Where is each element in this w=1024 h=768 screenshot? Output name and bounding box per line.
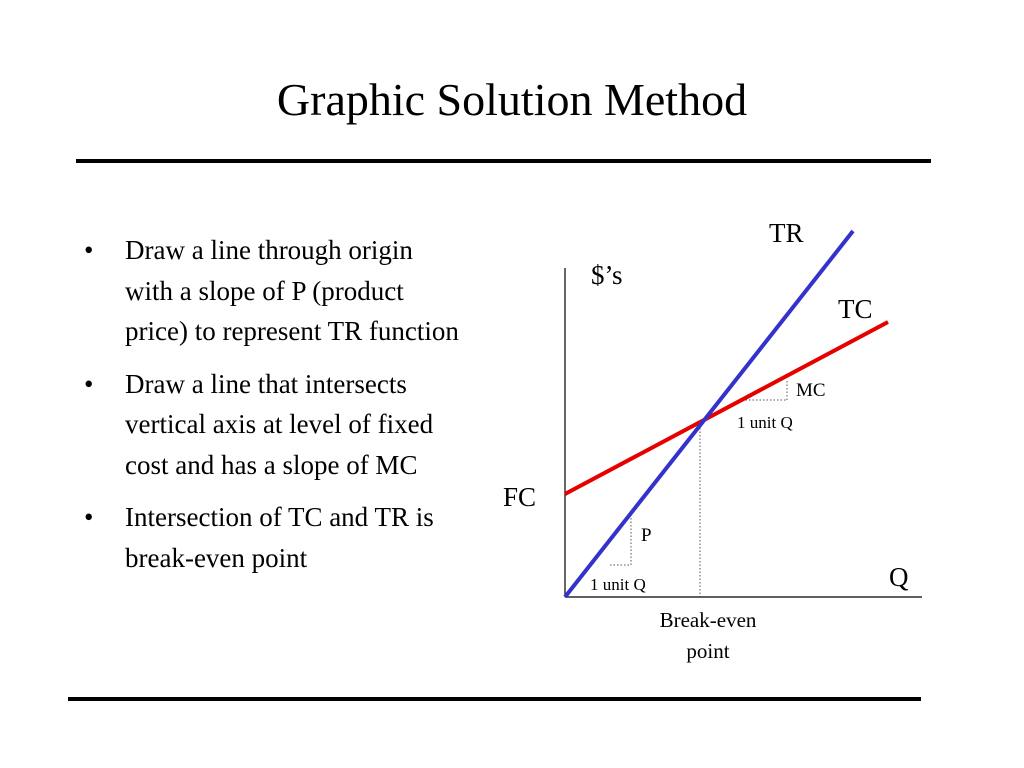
p-label: P xyxy=(641,525,652,546)
slide-title: Graphic Solution Method xyxy=(276,74,748,125)
y-axis-label: $’s xyxy=(591,260,623,290)
break-even-label-line2: point xyxy=(686,639,730,663)
unit-q-tc-label: 1 unit Q xyxy=(737,413,793,432)
tc-label: TC xyxy=(838,294,873,324)
bottom-divider xyxy=(68,697,921,701)
fc-label: FC xyxy=(503,482,537,512)
tc-line xyxy=(565,322,888,494)
unit-q-tr-label: 1 unit Q xyxy=(590,575,646,594)
tr-label: TR xyxy=(769,218,804,248)
bullet-item: • Draw a line through origin with a slope of P (product price) to represent TR function xyxy=(84,230,464,352)
x-axis-label: Q xyxy=(889,562,909,592)
bullet-item: • Intersection of TC and TR is break-even point xyxy=(84,497,464,578)
break-even-label-line1: Break-even xyxy=(659,608,757,632)
bullet-item: • Draw a line that intersects vertical axis at level of fixed cost and has a slope of MC xyxy=(84,364,464,486)
mc-label: MC xyxy=(796,380,826,401)
